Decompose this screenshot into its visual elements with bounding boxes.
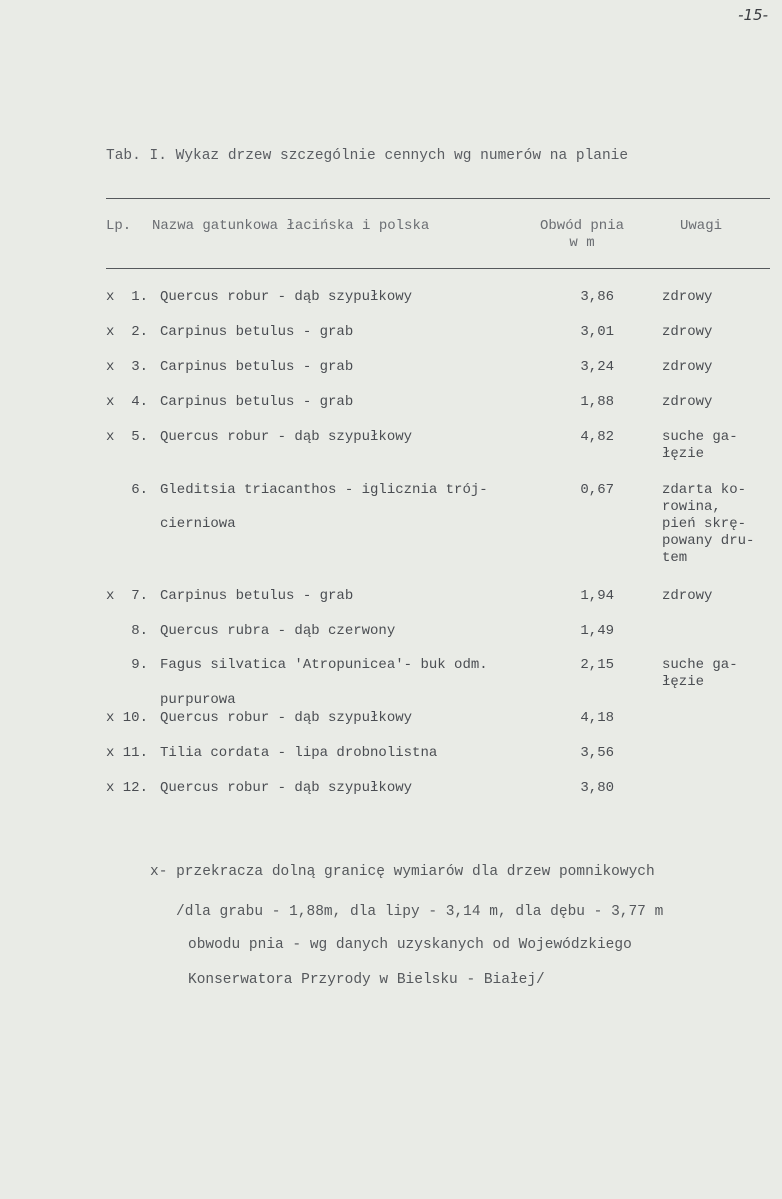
row-number: 9. [131, 657, 148, 673]
row-species: Quercus robur - dąb szypułkowy [160, 429, 413, 445]
row-species: Carpinus betulus - grab [160, 324, 354, 340]
header-girth [526, 218, 638, 252]
row-number: 12. [122, 780, 148, 796]
row-species: Tilia cordata - lipa drobnolistna [160, 745, 438, 761]
row-species: Quercus robur - dąb szypułkowy [160, 710, 413, 726]
row-mark: x [106, 324, 115, 340]
row-species-continued: purpurowa [160, 692, 236, 708]
header-lp: Lp. [106, 218, 132, 234]
row-girth: 3,01 [580, 324, 614, 340]
row-species: Carpinus betulus - grab [160, 588, 354, 604]
row-girth: 1,94 [580, 588, 614, 604]
footnote-line: /dla grabu - 1,88m, dla lipy - 3,14 m, dla dębu - 3,77 m [176, 904, 664, 920]
header-notes: Uwagi [680, 218, 723, 234]
row-species-continued: cierniowa [160, 516, 236, 532]
row-number: 6. [131, 482, 148, 498]
row-species: Fagus silvatica 'Atropunicea'- buk odm. [160, 657, 488, 673]
row-girth: 4,18 [580, 710, 614, 726]
row-girth: 4,82 [580, 429, 614, 445]
row-mark: x [106, 780, 115, 796]
row-number: 11. [122, 745, 148, 761]
row-notes: zdrowy [662, 324, 713, 340]
row-species: Gleditsia triacanthos - iglicznia trój- [160, 482, 488, 498]
row-girth: 2,15 [580, 657, 614, 673]
row-number: 5. [131, 429, 148, 445]
row-mark: x [106, 745, 115, 761]
row-species: Carpinus betulus - grab [160, 359, 354, 375]
row-mark: x [106, 359, 115, 375]
row-notes: zdrowy [662, 359, 713, 375]
row-girth: 0,67 [580, 482, 614, 498]
row-girth: 3,56 [580, 745, 614, 761]
row-species: Quercus rubra - dąb czerwony [160, 623, 396, 639]
footnote-line: x- przekracza dolną granicę wymiarów dla drzew pomnikowych [150, 864, 655, 880]
footnote-line: obwodu pnia - wg danych uzyskanych od Wojewódzkiego [188, 937, 632, 953]
row-mark: x [106, 710, 115, 726]
row-notes: zdrowy [662, 588, 713, 604]
row-notes: zdrowy [662, 394, 713, 410]
row-mark: x [106, 429, 115, 445]
row-species: Carpinus betulus - grab [160, 394, 354, 410]
page-number: -15- [738, 6, 768, 24]
header-girth-line2: w m [569, 235, 595, 251]
row-number: 8. [131, 623, 148, 639]
row-number: 7. [131, 588, 148, 604]
row-number: 3. [131, 359, 148, 375]
row-number: 2. [131, 324, 148, 340]
row-girth: 1,49 [580, 623, 614, 639]
table-top-rule [106, 198, 770, 199]
table-header-rule [106, 268, 770, 269]
table-title: Tab. I. Wykaz drzew szczególnie cennych wg numerów na planie [106, 148, 629, 164]
row-notes: zdarta ko- rowina, pień skrę- powany dru- tem [662, 482, 755, 566]
row-girth: 1,88 [580, 394, 614, 410]
row-notes: suche ga- łęzie [662, 429, 738, 462]
row-girth: 3,80 [580, 780, 614, 796]
row-girth: 3,24 [580, 359, 614, 375]
row-mark: x [106, 588, 115, 604]
row-girth: 3,86 [580, 289, 614, 305]
footnote-line: Konserwatora Przyrody w Bielsku - Białej/ [188, 972, 545, 988]
row-notes: suche ga- łęzie [662, 657, 738, 690]
row-number: 10. [122, 710, 148, 726]
header-girth-line1: Obwód pnia [539, 218, 624, 234]
row-mark: x [106, 289, 115, 305]
row-number: 4. [131, 394, 148, 410]
row-mark: x [106, 394, 115, 410]
row-species: Quercus robur - dąb szypułkowy [160, 289, 413, 305]
row-species: Quercus robur - dąb szypułkowy [160, 780, 413, 796]
row-number: 1. [131, 289, 148, 305]
header-name: Nazwa gatunkowa łacińska i polska [152, 218, 430, 234]
row-notes: zdrowy [662, 289, 713, 305]
